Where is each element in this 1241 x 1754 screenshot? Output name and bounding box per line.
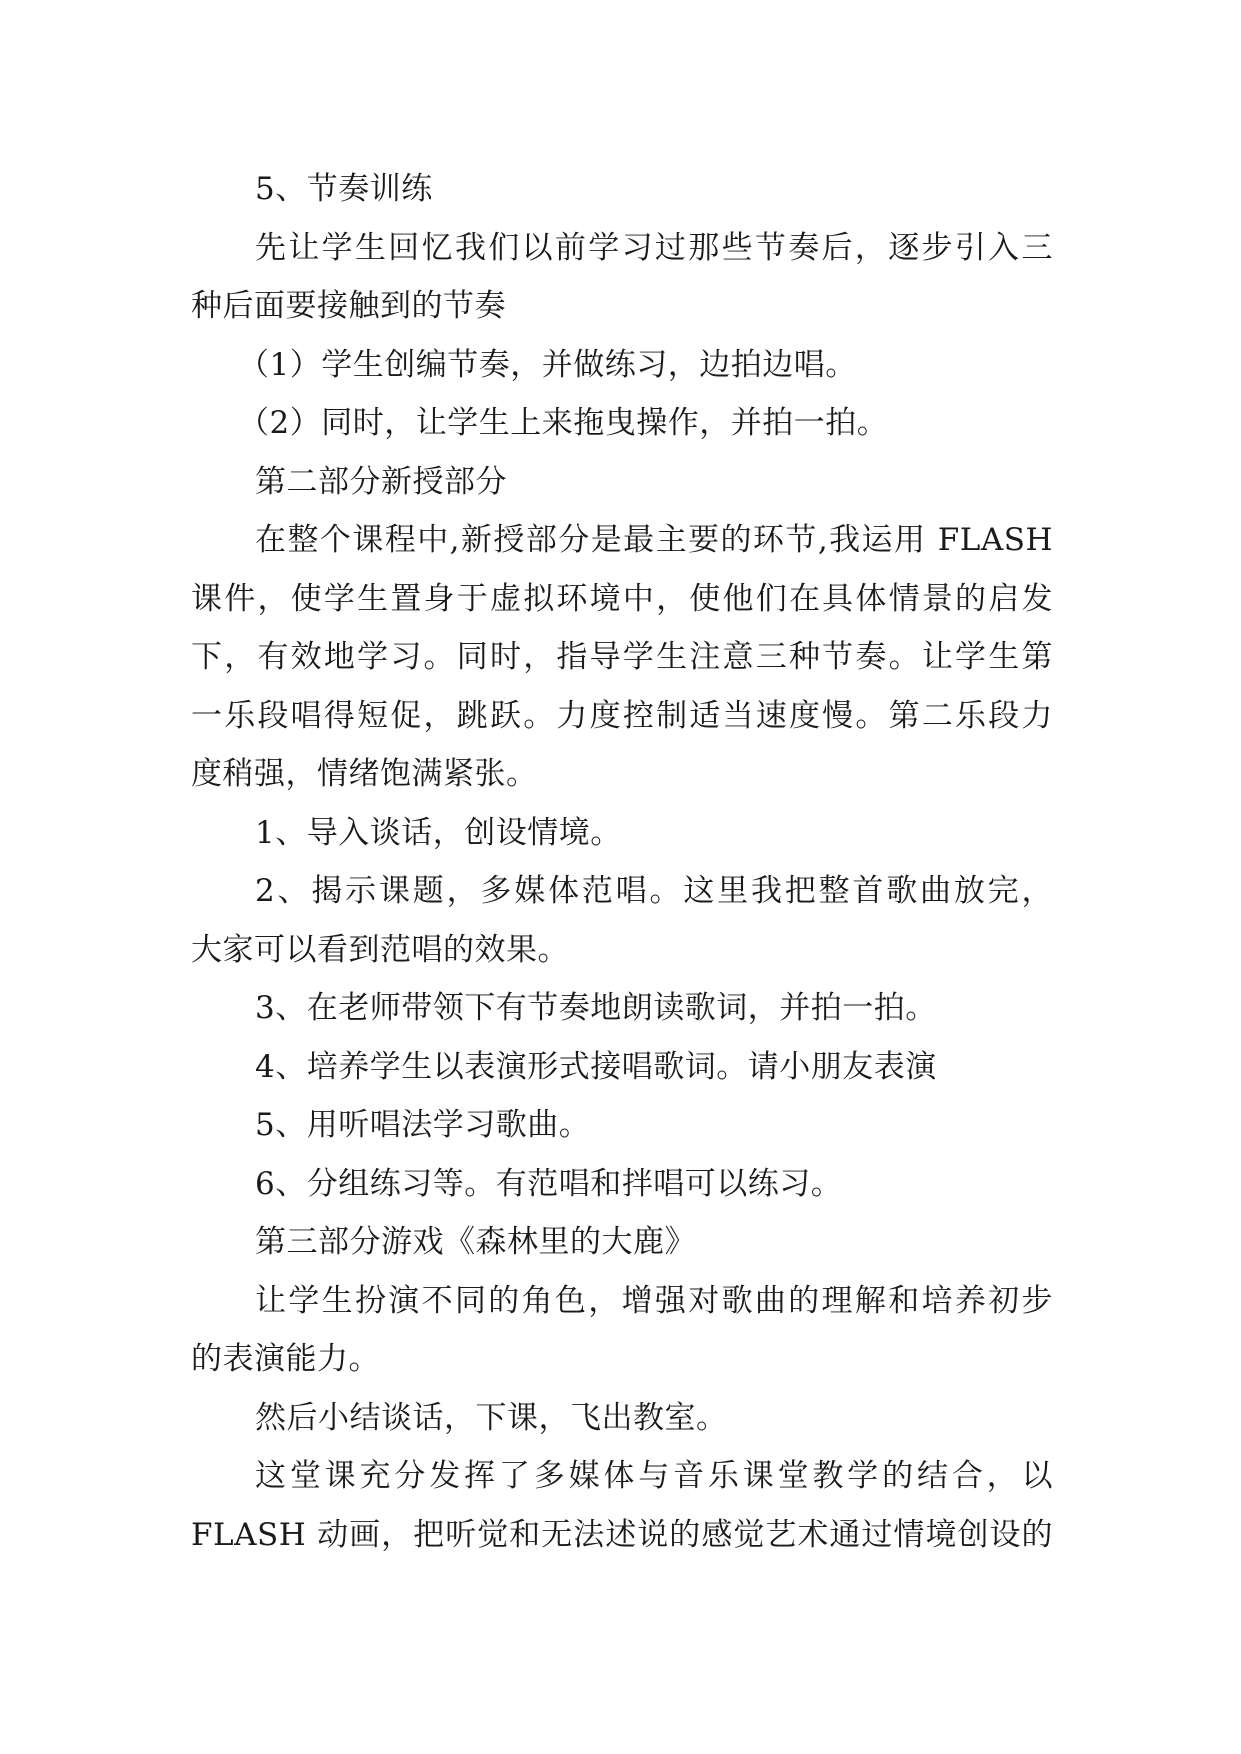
text-line: 2、揭示课题，多媒体范唱。这里我把整首歌曲放完， bbox=[255, 873, 1053, 909]
text-line: 5、用听唱法学习歌曲。 bbox=[255, 1107, 591, 1143]
section-heading: 第二部分新授部分 bbox=[255, 463, 507, 500]
text-line: 3、在老师带领下有节奏地朗读歌词，并拍一拍。 bbox=[255, 990, 937, 1026]
text-line: （2）同时，让学生上来拖曳操作，并拍一拍。 bbox=[238, 405, 889, 441]
document-body bbox=[191, 160, 1053, 1564]
text-line: 大家可以看到范唱的效果。 bbox=[191, 931, 569, 968]
text-line: 度稍强，情绪饱满紧张。 bbox=[191, 756, 538, 792]
text-line: 这堂课充分发挥了多媒体与音乐课堂教学的结合，以 bbox=[255, 1458, 1053, 1494]
text-line: 在整个课程中,新授部分是最主要的环节,我运用 FLASH bbox=[255, 522, 1053, 558]
text-line: 的表演能力。 bbox=[191, 1341, 380, 1377]
text-line: 然后小结谈话，下课，飞出教室。 bbox=[255, 1399, 728, 1436]
text-line: 1、导入谈话，创设情境。 bbox=[255, 814, 622, 851]
text-line: 课件，使学生置身于虚拟环境中，使他们在具体情景的启发 bbox=[191, 580, 1053, 617]
text-line: 种后面要接触到的节奏 bbox=[191, 288, 506, 324]
section-heading: 第三部分游戏《森林里的大鹿》 bbox=[255, 1224, 696, 1260]
text-line: （1）学生创编节奏，并做练习，边拍边唱。 bbox=[238, 346, 857, 383]
text-line: 让学生扮演不同的角色，增强对歌曲的理解和培养初步 bbox=[255, 1282, 1053, 1319]
text-line: 一乐段唱得短促，跳跃。力度控制适当速度慢。第二乐段力 bbox=[191, 697, 1053, 734]
text-line: FLASH 动画，把听觉和无法述说的感觉艺术通过情境创设的 bbox=[191, 1516, 1053, 1553]
text-line: 6、分组练习等。有范唱和拌唱可以练习。 bbox=[255, 1165, 843, 1202]
text-line: 5、节奏训练 bbox=[255, 171, 433, 207]
text-line: 下，有效地学习。同时，指导学生注意三种节奏。让学生第 bbox=[191, 639, 1053, 675]
text-line: 4、培养学生以表演形式接唱歌词。请小朋友表演 bbox=[255, 1048, 937, 1085]
text-line: 先让学生回忆我们以前学习过那些节奏后，逐步引入三 bbox=[255, 229, 1053, 266]
